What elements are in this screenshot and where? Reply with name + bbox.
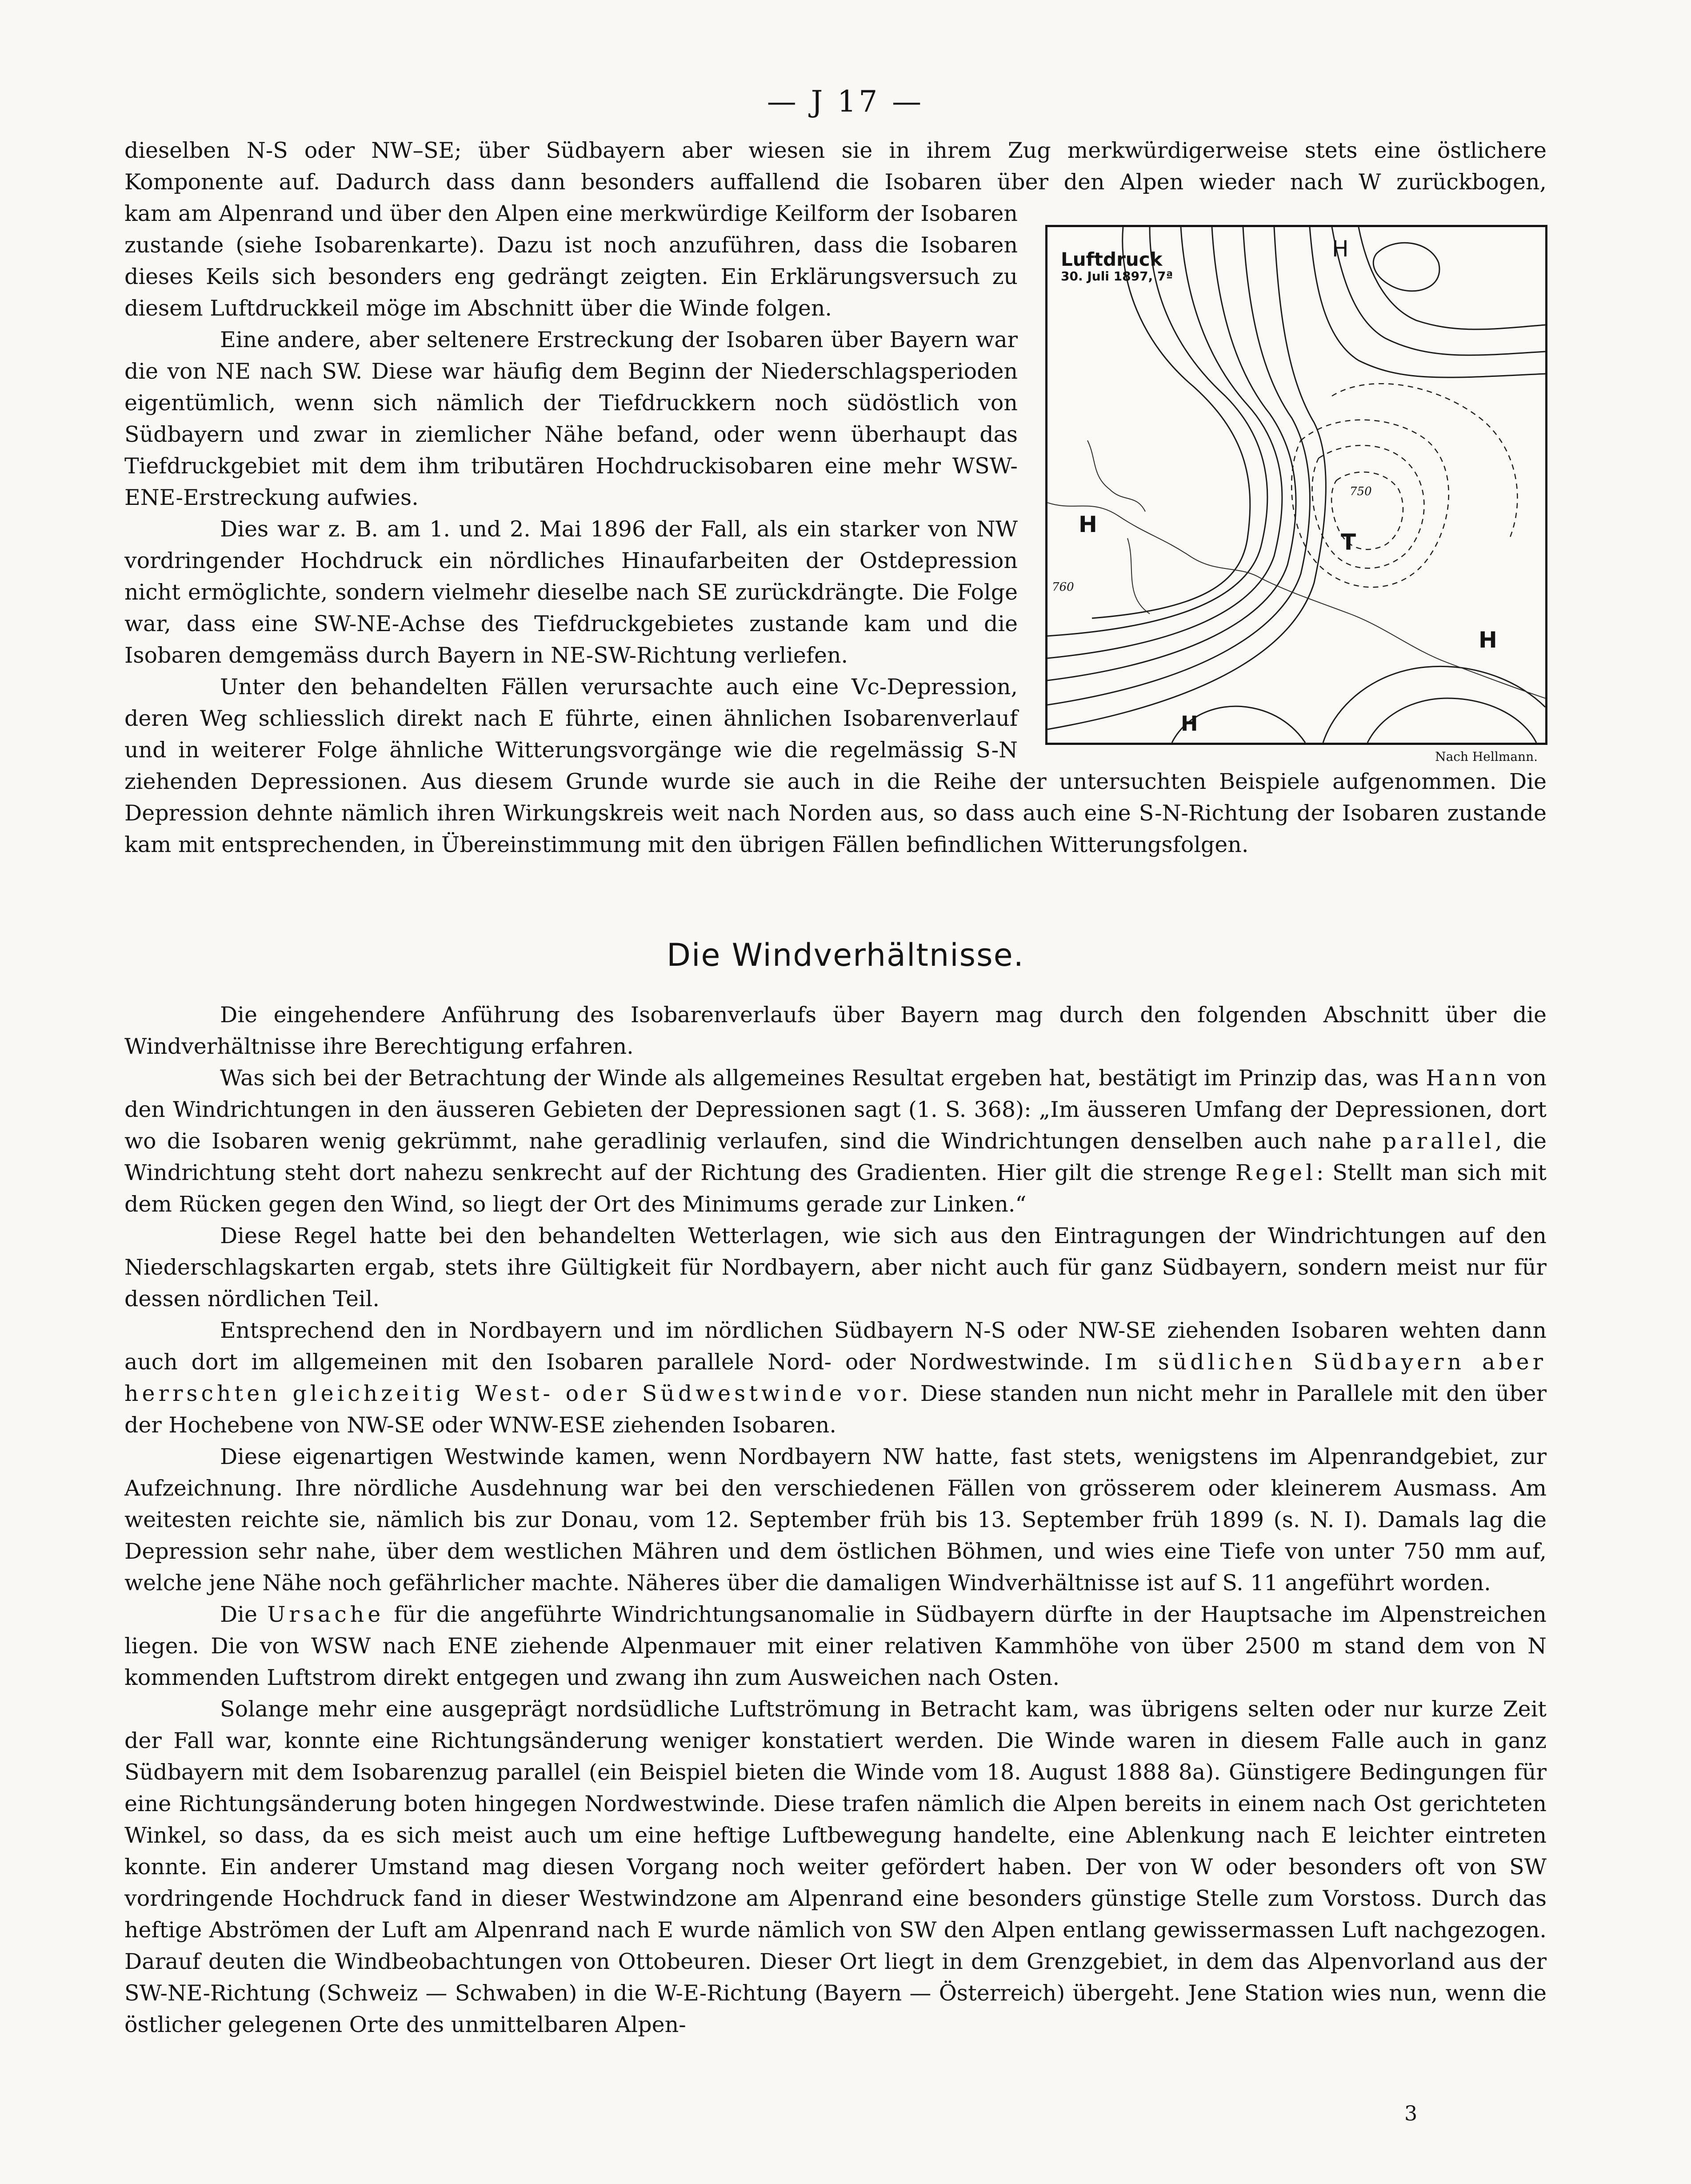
- map-marker-high-bottom: H: [1181, 712, 1198, 736]
- map-marker-high-left: H: [1079, 512, 1097, 537]
- text-run: von den Windrichtungen in den äusseren Gebieten der Depressionen sagt (1. S. 368): „Im äusseren Umfang der Depressionen, dort wo die Isobaren wenig gekrümmt, nahe geradlinig verlaufen, sind die Windrichtungen denselben auch nahe: [124, 1065, 1547, 1154]
- paragraph-wedge-shape: kam am Alpenrand und über den Alpen eine merkwürdige Keilform der Isobaren zustande (siehe Isobarenkarte). Dazu ist noch anzuführen, dass die Isobaren dieses Keils sich besonders eng gedrängt zeigten. Ein Erklärungsversuch zu diesem Luftdruckkeil möge im Abschnitt über die Winde folgen.: [124, 201, 1018, 321]
- paragraph-ne-sw-extension: Eine andere, aber seltenere Erstreckung der Isobaren über Bayern war die von NE nach SW. Diese war häufig dem Beginn der Niederschlagsperioden eigentümlich, wenn sich nämlich der Tiefdruckkern noch südöstlich von Südbayern und zwar in ziemlicher Nähe befand, oder wenn überhaupt das Tiefdruckgebiet mit dem ihm tributären Hochdruckisobaren eine mehr WSW-ENE-Erstreckung aufwies.: [124, 327, 1018, 510]
- page-number: 3: [1404, 2101, 1418, 2125]
- isobar-map: [1045, 225, 1547, 745]
- paragraph-north-south-winds: [124, 1315, 1547, 1441]
- paragraph-wind-intro: Die eingehendere Anführung des Isobarenverlaufs über Bayern mag durch den folgenden Abschnitt über die Windverhältnisse ihre Berechtigung erfahren.: [124, 1002, 1547, 1059]
- paragraph-cause: [124, 1599, 1547, 1693]
- text-run: Die: [220, 1602, 257, 1627]
- emphasized-word: Regel: [1235, 1160, 1316, 1185]
- author-name-hann: Hann: [1426, 1065, 1500, 1091]
- text-run: Was sich bei der Betrachtung der Winde als allgemeines Resultat ergeben hat, bestätigt im Prinzip das, was: [220, 1065, 1419, 1091]
- isobar-line: [1047, 227, 1296, 680]
- isobar-dashed-line: [1291, 420, 1449, 588]
- isobar-line: [1323, 666, 1545, 743]
- text-run: : Stellt man sich mit dem Rücken gegen den Wind, so liegt der Ort des Minimums gerade zur Linken.“: [124, 1160, 1547, 1217]
- isobar-line: [1047, 227, 1310, 705]
- isobar-line: [1359, 227, 1545, 329]
- isobar-line: [1047, 227, 1326, 729]
- text-run: für die angeführte Windrichtungsanomalie in Südbayern dürfte in der Hauptsache im Alpenstreichen liegen. Die von WSW nach ENE ziehende Alpenmauer mit einer relativen Kammhöhe von über 2500 m stand dem von N kommenden Luftstrom direkt entgegen und zwang ihn zum Ausweichen nach Osten.: [124, 1602, 1547, 1690]
- isobar-line: [1047, 227, 1267, 636]
- isobar-line: [1373, 243, 1439, 291]
- text-run: Entsprechend den in Nordbayern und im nördlichen Südbayern N-S oder NW-SE ziehenden Isobaren wehten dann auch dort im allgemeinen mit den Isobaren parallele Nord- oder Nordwestwinde.: [124, 1318, 1547, 1375]
- map-title: Luftdruck: [1061, 248, 1163, 270]
- paragraph-vc-depression-continued: ziehenden Depressionen. Aus diesem Grunde wurde sie auch in die Reihe der untersuchten Beispiele aufgenommen. Die Depression dehnte nämlich ihren Wirkungskreis weit nach Norden aus, so dass auch eine S-N-Richtung der Isobaren zustande kam mit entsprechenden, in Übereinstimmung mit den übrigen Fällen befindlichen Witterungsfolgen.: [124, 769, 1547, 857]
- wind-section-text: [124, 999, 1547, 2040]
- isobar-dashed-line: [1332, 384, 1517, 538]
- paragraph-hann-rule: [124, 1062, 1547, 1220]
- border-line: [1087, 440, 1145, 512]
- paragraph-may-1896: Dies war z. B. am 1. und 2. Mai 1896 der Fall, als ein starker von NW vordringender Hochdruck ein nördliches Hinaufarbeiten der Ostdepression nicht ermöglichte, sondern vielmehr dieselbe nach SE zurückdrängte. Die Folge war, dass eine SW-NE-Achse des Tiefdruckgebietes zustande kam und die Isobaren demgemäss durch Bayern in NE-SW-Richtung verliefen.: [124, 516, 1018, 668]
- emphasized-sentence: Im südlichen Südbayern aber herrschten gleichzeitig West- oder Südwestwinde vor.: [124, 1349, 1547, 1406]
- page-header: — J 17 —: [767, 84, 924, 119]
- paragraph-vc-depression: Unter den behandelten Fällen verursachte auch eine Vc-Depression, deren Weg schliesslich direkt nach E führte, einen ähnlichen Isobarenverlauf und in weiterer Folge ähnliche Witterungsvorgänge wie die regelmässig S-N: [124, 674, 1018, 763]
- isobar-map-drawing: [1047, 227, 1545, 743]
- isobar-label-750: 750: [1350, 485, 1372, 498]
- map-marker-low: T: [1341, 529, 1356, 555]
- isobar-line: [1332, 227, 1545, 355]
- isobar-line: [1092, 227, 1250, 618]
- section-title: Die Windverhältnisse.: [667, 937, 1024, 973]
- emphasized-word: parallel: [1382, 1128, 1495, 1154]
- paragraph-isobar-course: dieselben N-S oder NW–SE; über Südbayern aber wiesen sie in ihrem Zug merkwürdigerweise stets eine östlichere Komponente auf. Dadurch dass dann besonders auffallend die Isobaren über den Alpen wieder nach W zurückbogen,: [124, 138, 1547, 195]
- text-column-beside-map: [124, 198, 1018, 766]
- map-marker-high-right: H: [1479, 627, 1497, 653]
- border-line: [1127, 538, 1150, 614]
- isobar-line: [1047, 227, 1282, 658]
- paragraph-rule-validity: Diese Regel hatte bei den behandelten Wetterlagen, wie sich aus den Eintragungen der Windrichtungen auf den Niederschlagskarten ergab, stets ihre Gültigkeit für Nordbayern, aber nicht auch für ganz Südbayern, sondern meist nur für dessen nördlichen Teil.: [124, 1223, 1547, 1312]
- isobar-map-figure: [1045, 225, 1547, 769]
- map-credit: Nach Hellmann.: [1435, 749, 1538, 764]
- paragraph-direction-change: Solange mehr eine ausgeprägt nordsüdliche Luftströmung in Betracht kam, was übrigens selten oder nur kurze Zeit der Fall war, konnte eine Richtungsänderung weniger konstatiert werden. Die Winde waren in diesem Falle auch in ganz Südbayern mit dem Isobarenzug parallel (ein Beispiel bieten die Winde vom 18. August 1888 8a). Günstigere Bedingungen für eine Richtungsänderung boten hingegen Nordwestwinde. Diese trafen nämlich die Alpen bereits in einem nach Ost gerichteten Winkel, so dass, da es sich meist auch um eine heftige Luftbewegung handelte, eine Ablenkung nach E leichter eintreten konnte. Ein anderer Umstand mag diesen Vorgang noch weiter gefördert haben. Der von W oder besonders oft von SW vordringende Hochdruck fand in dieser Westwindzone am Alpenrand eine besonders günstige Stelle zum Vorstoss. Durch das heftige Abströmen der Luft am Alpenrand nach E wurde nämlich von SW den Alpen entlang gewissermassen Luft nachgezogen. Darauf deuten die Windbeobachtungen von Ottobeuren. Dieser Ort liegt in dem Grenzgebiet, in dem das Alpenvorland aus der SW-NE-Richtung (Schweiz — Schwaben) in die W-E-Richtung (Bayern — Österreich) übergeht. Jene Station wies nun, wenn die östlicher gelegenen Orte des unmittelbaren Alpen-: [124, 1696, 1547, 2037]
- text-run: Diese standen nun nicht mehr in Parallele mit den über der Hochebene von NW-SE oder WNW-ESE ziehenden Isobaren.: [124, 1381, 1547, 1438]
- map-date: 30. Juli 1897, 7ª: [1061, 269, 1173, 284]
- map-label: [1061, 249, 1173, 284]
- isobar-label-760: 760: [1052, 580, 1074, 594]
- paragraph-westerly-winds: Diese eigenartigen Westwinde kamen, wenn Nordbayern NW hatte, fast stets, wenigstens im Alpenrandgebiet, zur Aufzeichnung. Ihre nördliche Ausdehnung war bei den verschiedenen Fällen von grösserem oder kleinerem Ausmass. Am weitesten reichte sie, nämlich bis zur Donau, vom 12. September früh bis 13. September früh 1899 (s. N. I). Damals lag die Depression sehr nahe, über dem westlichen Mähren und dem östlichen Böhmen, und wies eine Tiefe von unter 750 mm auf, welche jene Nähe noch gefährlicher machte. Näheres über die damaligen Windverhältnisse ist auf S. 11 angeführt worden.: [124, 1444, 1547, 1596]
- map-marker-high-top: H: [1332, 236, 1349, 262]
- emphasized-word: Ursache: [267, 1602, 384, 1627]
- text-run: , die Windrichtung steht dort nahezu senkrecht auf der Richtung des Gradienten. Hier gilt die strenge: [124, 1128, 1547, 1185]
- isobar-line: [1367, 698, 1536, 743]
